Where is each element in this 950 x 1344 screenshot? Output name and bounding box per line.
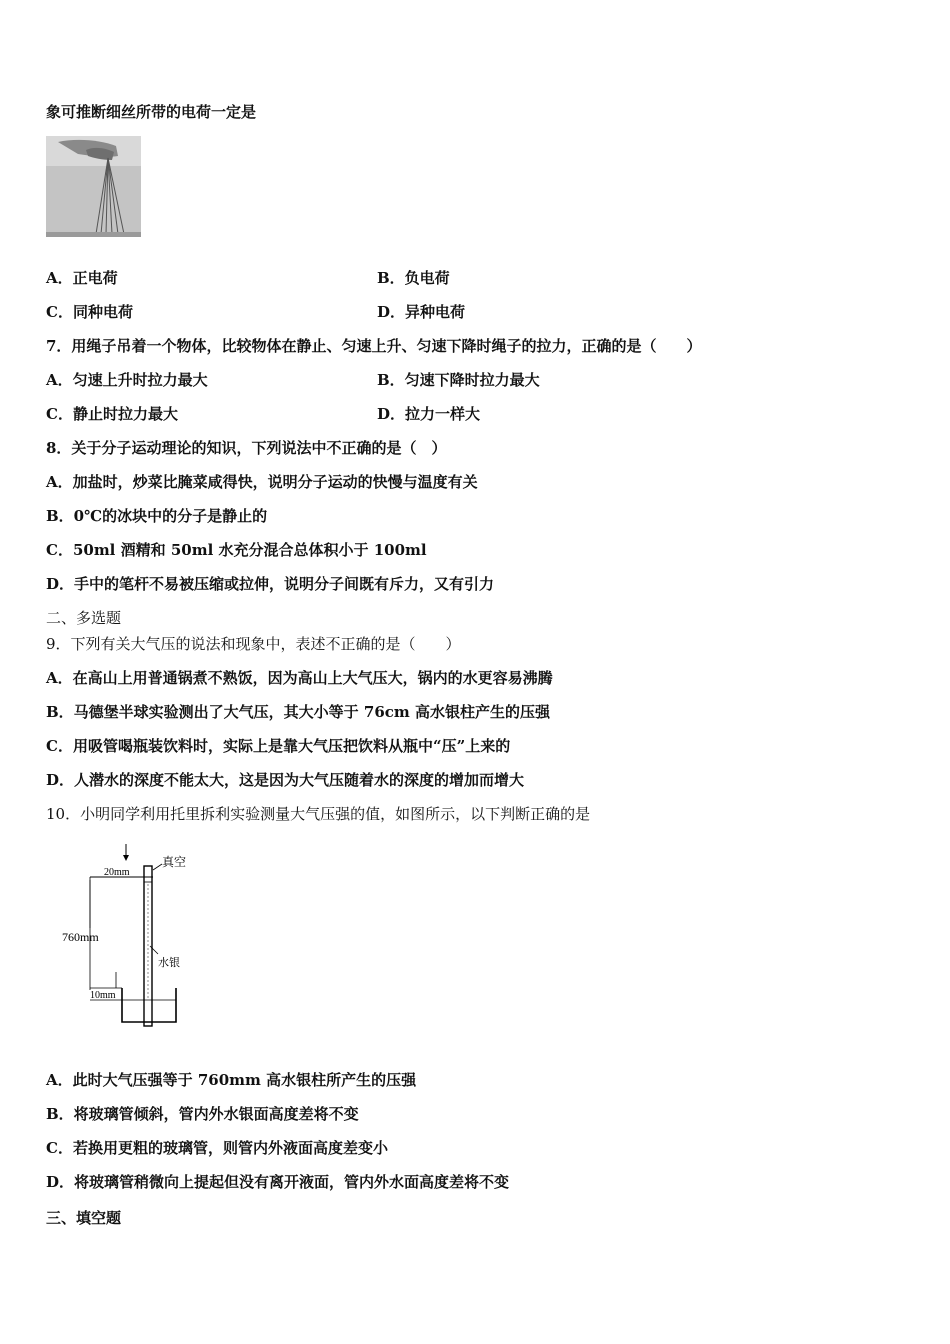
q9-option-a: A．在高山上用普通锅煮不熟饭，因为高山上大气压大，锅内的水更容易沸腾 bbox=[46, 669, 553, 687]
q8-stem: 8．关于分子运动理论的知识，下列说法中不正确的是（ ） bbox=[46, 439, 447, 457]
q9-option-b: B．马德堡半球实验测出了大气压，其大小等于 76cm 高水银柱产生的压强 bbox=[46, 703, 551, 721]
q10-stem: 10．小明同学利用托里拆利实验测量大气压强的值，如图所示，以下判断正确的是 bbox=[46, 805, 591, 823]
q7-option-a: A．匀速上升时拉力最大 bbox=[46, 371, 208, 389]
q8-option-a: A．加盐时，炒菜比腌菜咸得快，说明分子运动的快慢与温度有关 bbox=[46, 473, 478, 491]
q7-option-d: D．拉力一样大 bbox=[377, 405, 481, 423]
q7-option-c: C．静止时拉力最大 bbox=[46, 405, 178, 423]
q7-stem: 7．用绳子吊着一个物体，比较物体在静止、匀速上升、匀速下降时绳子的拉力，正确的是（ ） bbox=[46, 337, 702, 355]
q10-option-d: D．将玻璃管稍微向上提起但没有离开液面，管内外水面高度差将不变 bbox=[46, 1173, 510, 1191]
q7-option-b: B．匀速下降时拉力最大 bbox=[377, 371, 540, 389]
figure-label-20mm: 20mm bbox=[104, 867, 130, 878]
q6-stem: 象可推断细丝所带的电荷一定是 bbox=[46, 103, 257, 121]
section-heading-fill-in: 三、填空题 bbox=[46, 1209, 122, 1227]
q10-option-c: C．若换用更粗的玻璃管，则管内外液面高度差变小 bbox=[46, 1139, 388, 1157]
q9-option-d: D．人潜水的深度不能太大，这是因为大气压随着水的深度的增加而增大 bbox=[46, 771, 525, 789]
q8-option-d: D．手中的笔杆不易被压缩或拉伸，说明分子间既有斥力，又有引力 bbox=[46, 575, 495, 593]
figure-label-10mm: 10mm bbox=[90, 990, 116, 1001]
q9-option-c: C．用吸管喝瓶装饮料时，实际上是靠大气压把饮料从瓶中“压”上来的 bbox=[46, 737, 511, 755]
q6-option-c: C．同种电荷 bbox=[46, 303, 133, 321]
q10-option-a: A．此时大气压强等于 760mm 高水银柱所产生的压强 bbox=[46, 1071, 417, 1089]
q8-option-b: B．0℃的冰块中的分子是静止的 bbox=[46, 507, 268, 525]
q6-option-b: B．负电荷 bbox=[377, 269, 450, 287]
electroscope-threads-photo bbox=[46, 136, 141, 237]
q9-stem: 9．下列有关大气压的说法和现象中，表述不正确的是（ ） bbox=[46, 635, 461, 653]
q8-option-c: C．50ml 酒精和 50ml 水充分混合总体积小于 100ml bbox=[46, 541, 427, 559]
q6-option-d: D．异种电荷 bbox=[377, 303, 466, 321]
section-heading-multiple-choice: 二、多选题 bbox=[46, 609, 122, 627]
figure-label-vacuum: 真空 bbox=[162, 855, 187, 869]
q6-option-a: A．正电荷 bbox=[46, 269, 118, 287]
torricelli-diagram bbox=[62, 840, 208, 1030]
q10-option-b: B．将玻璃管倾斜，管内外水银面高度差将不变 bbox=[46, 1105, 359, 1123]
figure-label-760mm: 760mm bbox=[62, 930, 99, 944]
figure-label-mercury: 水银 bbox=[158, 957, 180, 969]
